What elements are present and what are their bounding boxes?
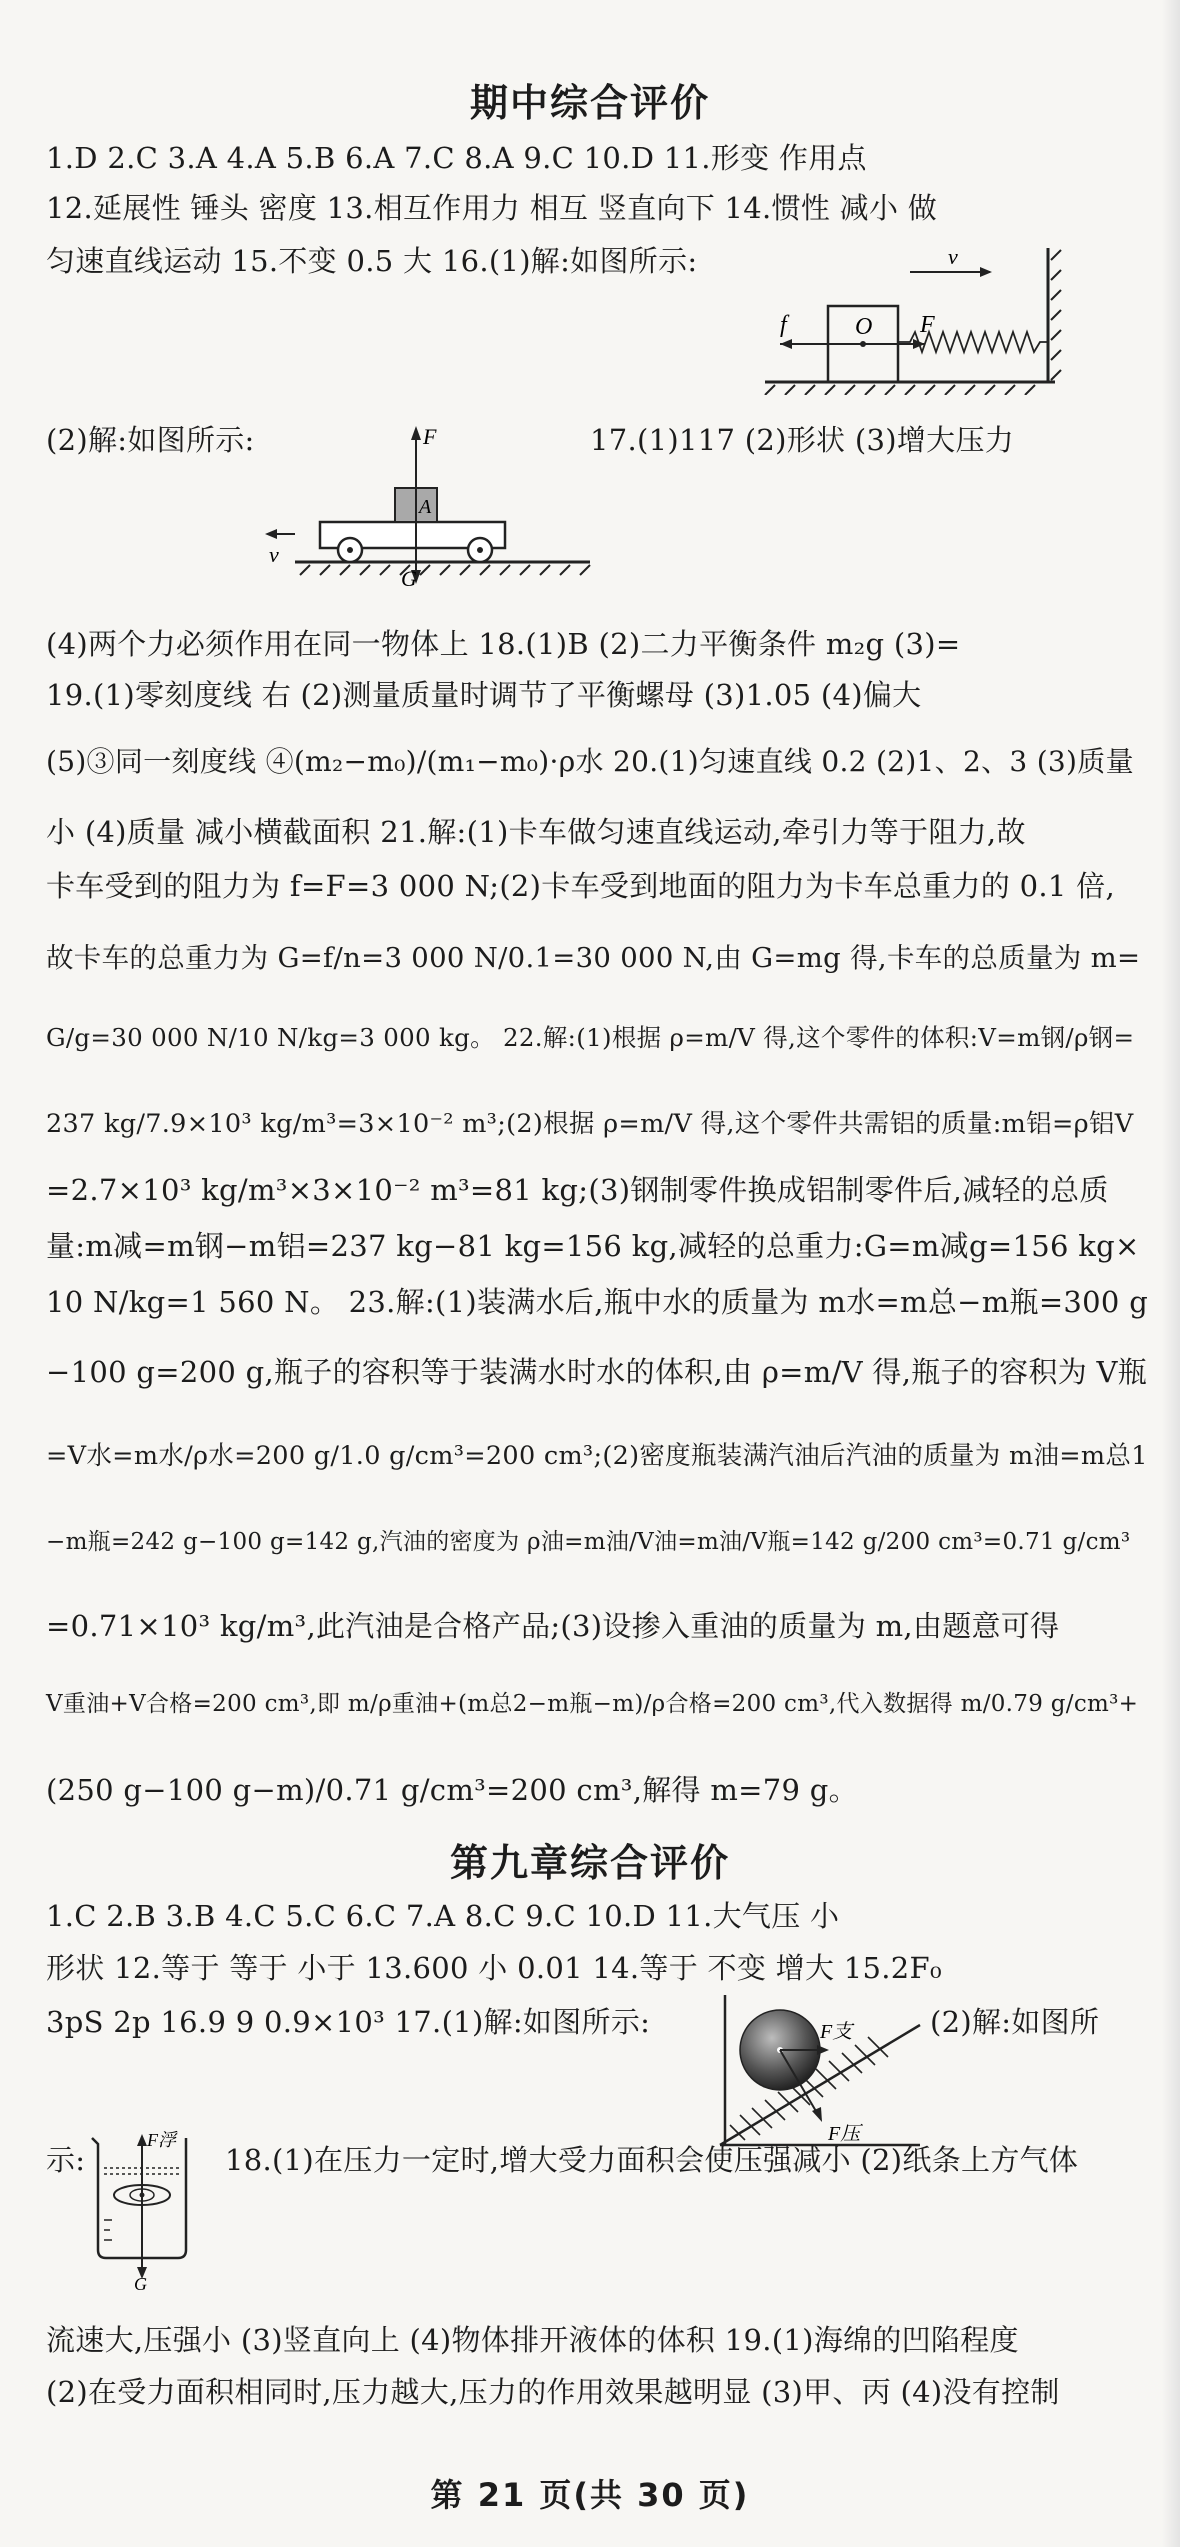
label-f-buoyancy: F浮 xyxy=(147,2130,176,2150)
figure-beaker-floating xyxy=(82,2130,192,2290)
text-line: 1.C 2.B 3.B 4.C 5.C 6.C 7.A 8.C 9.C 10.D 11.大气压 小 xyxy=(46,1899,840,1933)
text-line: (2)解:如图所示: xyxy=(46,423,255,457)
text-line: G/g=30 000 N/10 N/kg=3 000 kg。 22.解:(1)根据 ρ=m/V 得,这个零件的体积:V=m钢/ρ钢= xyxy=(46,1023,1135,1052)
label-f-pressure: F压 xyxy=(828,2123,861,2145)
text-line: 匀速直线运动 15.不变 0.5 大 16.(1)解:如图所示: xyxy=(46,244,698,278)
label-o: O xyxy=(855,314,873,340)
label-g: G xyxy=(134,2274,147,2290)
section-title-midterm: 期中综合评价 xyxy=(469,81,710,125)
text-line: 10 N/kg=1 560 N。 23.解:(1)装满水后,瓶中水的质量为 m水=m总−m瓶=300 g xyxy=(46,1285,1149,1319)
label-F: F xyxy=(423,424,437,449)
text-line: −100 g=200 g,瓶子的容积等于装满水时水的体积,由 ρ=m/V 得,瓶子的容积为 V瓶 xyxy=(46,1355,1148,1389)
text-line: (2)解:如图所 xyxy=(930,2005,1100,2039)
text-line: 1.D 2.C 3.A 4.A 5.B 6.A 7.C 8.A 9.C 10.D 11.形变 作用点 xyxy=(46,141,867,175)
text-line: 12.延展性 锤头 密度 13.相互作用力 相互 竖直向下 14.惯性 减小 做 xyxy=(46,191,938,225)
label-f-support: F支 xyxy=(820,2021,853,2043)
text-line: =V水=m水/ρ水=200 g/1.0 g/cm³=200 cm³;(2)密度瓶装满汽油后汽油的质量为 m油=m总1 xyxy=(46,1441,1148,1471)
text-line: V重油+V合格=200 cm³,即 m/ρ重油+(m总2−m瓶−m)/ρ合格=200 cm³,代入数据得 m/0.79 g/cm³+ xyxy=(46,1691,1139,1717)
label-f: f xyxy=(780,312,787,338)
text-line: 17.(1)117 (2)形状 (3)增大压力 xyxy=(590,423,1015,457)
text-line: 故卡车的总重力为 G=f/n=3 000 N/0.1=30 000 N,由 G=mg 得,卡车的总质量为 m= xyxy=(46,942,1141,974)
text-line: −m瓶=242 g−100 g=142 g,汽油的密度为 ρ油=m油/V油=m油/V瓶=142 g/200 cm³=0.71 g/cm³ xyxy=(46,1529,1131,1555)
label-G: G xyxy=(401,566,417,590)
text-line: 237 kg/7.9×10³ kg/m³=3×10⁻² m³;(2)根据 ρ=m/V 得,这个零件共需铝的质量:m铝=ρ铝V xyxy=(46,1109,1134,1139)
text-line: (250 g−100 g−m)/0.71 g/cm³=200 cm³,解得 m=79 g。 xyxy=(46,1773,858,1807)
label-F: F xyxy=(920,312,935,338)
label-v: v xyxy=(948,244,958,269)
page-footer: 第 21 页(共 30 页) xyxy=(430,2476,750,2514)
text-line: 18.(1)在压力一定时,增大受力面积会使压强减小 (2)纸条上方气体 xyxy=(225,2143,1079,2177)
label-v: v xyxy=(269,542,279,567)
figure-cart-block xyxy=(255,410,600,590)
text-line: 卡车受到的阻力为 f=F=3 000 N;(2)卡车受到地面的阻力为卡车总重力的 0.1 倍, xyxy=(46,869,1115,903)
page-edge-shadow xyxy=(1162,0,1180,2547)
text-line: 流速大,压强小 (3)竖直向上 (4)物体排开液体的体积 19.(1)海绵的凹陷程度 xyxy=(46,2323,1019,2357)
text-line: (4)两个力必须作用在同一物体上 18.(1)B (2)二力平衡条件 m₂g (3)= xyxy=(46,627,961,661)
text-line: =0.71×10³ kg/m³,此汽油是合格产品;(3)设掺入重油的质量为 m,由题意可得 xyxy=(46,1609,1060,1643)
text-line: 量:m减=m钢−m铝=237 kg−81 kg=156 kg,减轻的总重力:G=m减g=156 kg× xyxy=(46,1229,1140,1263)
text-line: 3pS 2p 16.9 9 0.9×10³ 17.(1)解:如图所示: xyxy=(46,2005,651,2039)
figure-block-spring xyxy=(760,240,1070,395)
figure-ball-incline xyxy=(700,1990,930,2160)
text-line: 形状 12.等于 等于 小于 13.600 小 0.01 14.等于 不变 增大 15.2F₀ xyxy=(46,1951,942,1985)
text-line: (2)在受力面积相同时,压力越大,压力的作用效果越明显 (3)甲、丙 (4)没有控制 xyxy=(46,2375,1060,2409)
text-line: 示: xyxy=(46,2143,86,2177)
label-A: A xyxy=(419,496,432,518)
text-line: 19.(1)零刻度线 右 (2)测量质量时调节了平衡螺母 (3)1.05 (4)偏大 xyxy=(46,678,922,712)
text-line: 小 (4)质量 减小横截面积 21.解:(1)卡车做匀速直线运动,牵引力等于阻力,故 xyxy=(46,815,1026,849)
section-title-chapter9: 第九章综合评价 xyxy=(449,1841,730,1885)
text-line: =2.7×10³ kg/m³×3×10⁻² m³=81 kg;(3)钢制零件换成铝制零件后,减轻的总质 xyxy=(46,1173,1109,1207)
text-line: (5)③同一刻度线 ④(m₂−m₀)/(m₁−m₀)·ρ水 20.(1)匀速直线 0.2 (2)1、2、3 (3)质量 xyxy=(46,745,1134,778)
